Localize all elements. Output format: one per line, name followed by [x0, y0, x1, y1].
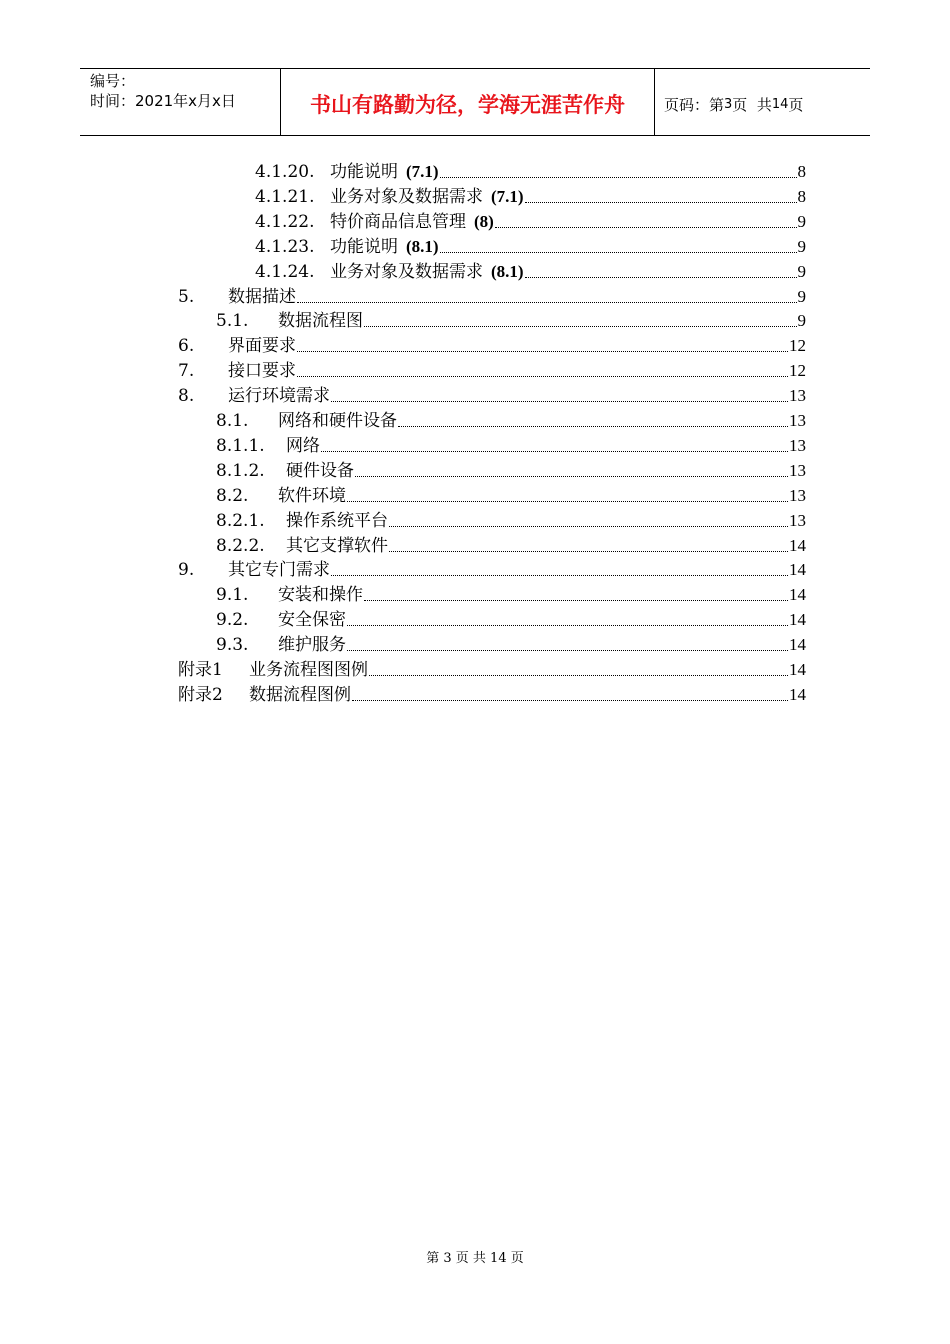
toc-entry-page: 13 — [789, 435, 806, 455]
toc-entry-title — [228, 335, 296, 357]
toc-entry[interactable] — [178, 382, 806, 407]
toc-entry[interactable] — [255, 183, 806, 208]
toc-entry-number: 8. — [178, 386, 195, 407]
toc-entry-number: 4.1.21. — [255, 186, 315, 207]
toc-entry-page: 14 — [789, 660, 806, 679]
toc-entry-page: 9 — [797, 211, 806, 231]
header-meta — [80, 69, 281, 135]
toc-entry-title-text: 其它支撑软件 — [286, 535, 388, 556]
toc-dot-leader — [347, 501, 788, 502]
toc-entry[interactable] — [255, 208, 806, 233]
toc-entry-title-text: 接口要求 — [228, 361, 296, 382]
toc-entry-title-text: 维护服务 — [278, 635, 346, 656]
toc-entry-number: 8.1. — [216, 411, 249, 431]
toc-entry-number: 4.1.23. — [255, 236, 315, 257]
toc-entry[interactable] — [216, 507, 806, 532]
toc-dot-leader — [495, 227, 797, 228]
toc-entry[interactable] — [255, 158, 806, 183]
toc-entry-page: 13 — [789, 386, 806, 406]
toc-entry-title — [278, 634, 346, 656]
toc-entry-title-text: 硬件设备 — [286, 460, 354, 481]
toc-entry-number: 8.2. — [216, 485, 249, 506]
toc-entry-title — [278, 609, 346, 631]
toc-dot-leader — [321, 451, 788, 452]
toc-dot-leader — [364, 326, 797, 327]
toc-entry-title-text: 特价商品信息管理 — [330, 211, 466, 232]
toc-entry-page: 13 — [789, 485, 806, 505]
toc-entry-title — [228, 385, 330, 407]
toc-entry[interactable] — [178, 357, 806, 382]
toc-entry-number: 9.2. — [216, 610, 249, 631]
toc-entry-title-text: 业务流程图图例 — [249, 660, 368, 680]
toc-entry-section-ref: (8) — [474, 211, 494, 231]
toc-entry[interactable] — [178, 681, 806, 706]
toc-entry-page: 13 — [789, 510, 806, 530]
toc-entry[interactable] — [216, 432, 806, 457]
toc-entry-title — [278, 310, 363, 332]
toc-entry-title — [330, 186, 524, 208]
page-prefix: 页码：第 — [664, 95, 725, 114]
toc-dot-leader — [347, 650, 788, 651]
toc-dot-leader — [347, 625, 788, 626]
toc-entry[interactable] — [255, 233, 806, 258]
toc-entry-number: 8.2.1. — [216, 510, 265, 531]
toc-entry-title-text: 功能说明 — [330, 162, 398, 182]
toc-entry-title — [228, 286, 296, 308]
toc-entry-page: 13 — [789, 411, 806, 430]
toc-entry-title-text: 软件环境 — [278, 485, 346, 506]
toc-dot-leader — [364, 600, 788, 601]
toc-entry[interactable] — [216, 307, 806, 332]
toc-entry-title — [228, 559, 330, 581]
toc-dot-leader — [355, 476, 788, 477]
toc-entry[interactable] — [216, 457, 806, 482]
toc-entry-page: 8 — [797, 186, 806, 206]
toc-entry-title — [286, 435, 320, 457]
toc-entry-number: 4.1.20. — [255, 162, 315, 182]
toc-entry-page: 14 — [789, 535, 806, 555]
toc-entry-title-text: 其它专门需求 — [228, 560, 330, 581]
toc-entry-title-text: 安装和操作 — [278, 585, 363, 606]
page-footer: 第 3 页 共 14 页 — [426, 1251, 524, 1266]
toc-entry[interactable] — [216, 606, 806, 631]
toc-entry-title-text: 操作系统平台 — [286, 510, 388, 531]
toc-entry-title — [278, 410, 397, 432]
toc-entry-page: 14 — [789, 560, 806, 580]
toc-dot-leader — [398, 426, 788, 427]
page-total: 14 — [771, 96, 789, 112]
header-page-info — [655, 69, 870, 135]
toc-entry-title-text: 数据流程图例 — [249, 684, 351, 705]
toc-entry-title-text: 业务对象及数据需求 — [330, 261, 483, 282]
toc-entry-title-text: 安全保密 — [278, 610, 346, 631]
toc-entry-section-ref: (8.1) — [406, 236, 439, 256]
toc-entry-title-text: 功能说明 — [330, 236, 398, 257]
toc-dot-leader — [525, 277, 797, 278]
toc-entry-number: 4.1.24. — [255, 261, 315, 282]
toc-entry-page: 14 — [789, 585, 806, 605]
header-motto: 书山有路勤为径，学海无涯苦作舟 — [281, 69, 655, 135]
toc-entry-page: 9 — [797, 311, 806, 331]
toc-dot-leader — [389, 526, 788, 527]
toc-entry[interactable] — [178, 656, 806, 681]
toc-entry-number: 9.1. — [216, 585, 249, 606]
toc-entry-page: 14 — [789, 610, 806, 630]
toc-dot-leader — [297, 302, 797, 303]
toc-entry-title — [249, 659, 368, 681]
toc-entry-number: 附录1 — [178, 660, 223, 680]
toc-entry[interactable] — [178, 556, 806, 581]
toc-entry-page: 9 — [797, 261, 806, 281]
toc-dot-leader — [331, 401, 788, 402]
toc-dot-leader — [389, 551, 788, 552]
toc-entry[interactable] — [178, 332, 806, 357]
page-middle: 页 共 — [732, 95, 772, 114]
toc-entry-title-text: 业务对象及数据需求 — [330, 186, 483, 207]
toc-entry-title-text: 数据流程图 — [278, 311, 363, 332]
toc-entry-number: 9.3. — [216, 635, 249, 656]
toc-entry-title — [330, 161, 439, 183]
toc-entry-number: 9. — [178, 560, 195, 581]
toc-entry-number: 7. — [178, 361, 195, 382]
toc-entry-number: 8.1.1. — [216, 435, 265, 456]
toc-entry-page: 9 — [797, 236, 806, 256]
toc-entry-page: 12 — [789, 336, 806, 356]
page-suffix: 页 — [788, 95, 804, 114]
toc-dot-leader — [525, 202, 797, 203]
toc-entry-number: 4.1.22. — [255, 211, 315, 232]
toc-entry-title-text: 运行环境需求 — [228, 386, 330, 407]
toc-entry-number: 6. — [178, 336, 195, 357]
toc-entry-title — [286, 535, 388, 557]
toc-entry-number: 5. — [178, 286, 195, 307]
toc-dot-leader — [440, 177, 797, 178]
toc-entry-section-ref: (8.1) — [491, 261, 524, 281]
toc-entry-title — [228, 360, 296, 382]
toc-entry-section-ref: (7.1) — [491, 186, 524, 206]
toc-entry-title — [278, 584, 363, 606]
toc-dot-leader — [331, 575, 788, 576]
toc-entry[interactable] — [216, 482, 806, 507]
toc-entry-title — [286, 510, 388, 532]
time-label: 时间：2021年x月x日 — [90, 92, 236, 110]
toc-entry[interactable] — [216, 532, 806, 557]
toc-entry-page: 8 — [797, 162, 806, 181]
toc-entry-page: 14 — [789, 684, 806, 704]
toc-entry-number: 5.1. — [216, 311, 249, 332]
toc-entry[interactable] — [216, 407, 806, 432]
toc-dot-leader — [440, 252, 797, 253]
page-header — [80, 68, 870, 136]
toc-entry-title — [278, 485, 346, 507]
toc-entry[interactable] — [255, 258, 806, 283]
toc-entry-title-text: 网络和硬件设备 — [278, 411, 397, 431]
toc-entry-title — [249, 684, 351, 706]
toc-entry-number: 8.1.2. — [216, 460, 265, 481]
toc-entry-title-text: 数据描述 — [228, 286, 296, 307]
toc-entry-section-ref: (7.1) — [406, 162, 439, 181]
toc-entry-page: 12 — [789, 361, 806, 381]
toc-entry-page: 14 — [789, 635, 806, 655]
toc-entry-title — [330, 236, 439, 258]
toc-dot-leader — [297, 351, 788, 352]
code-label: 编号： — [90, 72, 136, 90]
toc-entry[interactable] — [178, 283, 806, 308]
toc-entry-page: 9 — [797, 286, 806, 306]
toc-entry[interactable] — [216, 631, 806, 656]
toc-entry-title — [330, 261, 524, 283]
page-current: 3 — [724, 96, 733, 112]
toc-entry-title-text: 界面要求 — [228, 336, 296, 357]
toc-entry[interactable] — [216, 581, 806, 606]
toc-entry-number: 附录2 — [178, 684, 223, 705]
toc-entry-number: 8.2.2. — [216, 535, 265, 556]
toc-entry-page: 13 — [789, 460, 806, 480]
toc-entry-title-text: 网络 — [286, 435, 320, 456]
toc-entry-title — [286, 460, 354, 482]
toc-dot-leader — [369, 675, 788, 676]
toc-dot-leader — [297, 376, 788, 377]
toc-entry-title — [330, 211, 494, 233]
toc-dot-leader — [352, 700, 788, 701]
